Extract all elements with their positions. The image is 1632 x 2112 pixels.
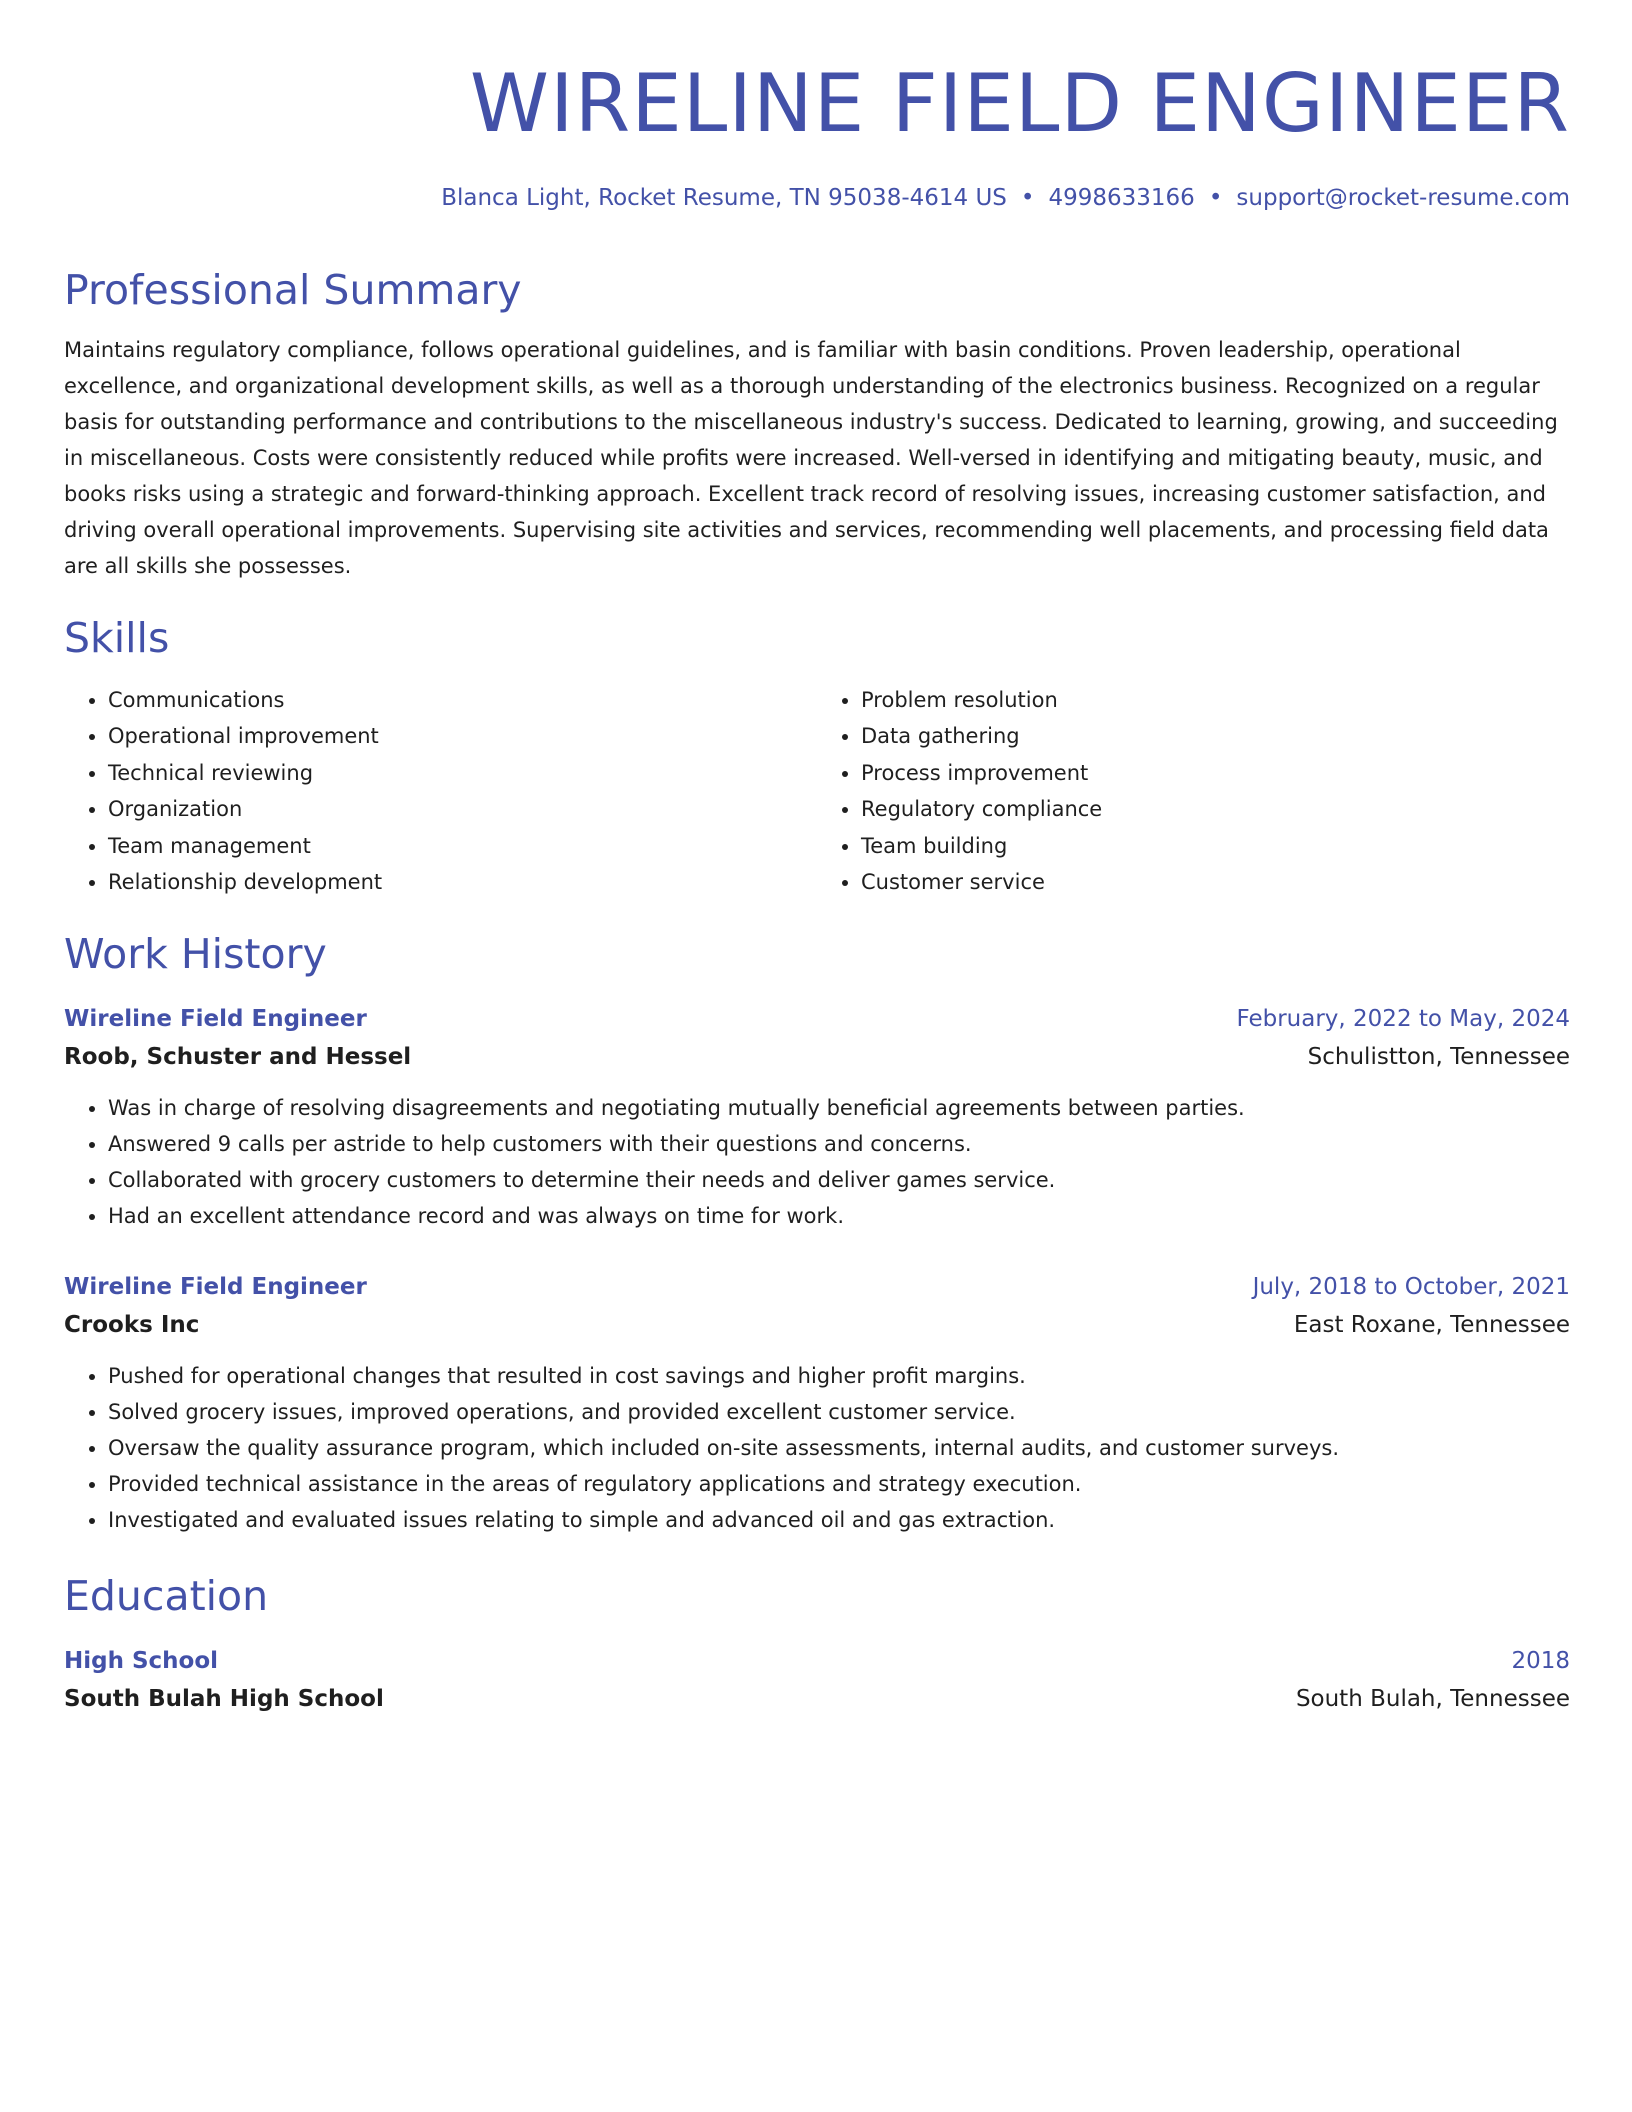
skill-item: • Team building [861,828,1570,864]
education-year: 2018 [1511,1648,1570,1674]
job-bullet: • Answered 9 calls per astride to help customers with their questions and concerns. [108,1126,1570,1162]
skill-item: • Technical reviewing [108,755,817,791]
contact-line [441,182,1570,214]
summary-text: Maintains regulatory compliance, follows operational guidelines, and is familiar with basin conditions. Proven leadership, operational excellence, and organizational development skills, as well as a thorough understanding of the electronics business. Recognized on a regular basis for outstanding performance and contributions to the miscellaneous industry's success. Dedicated to learning, growing, and succeeding in miscellaneous. Costs were consistently reduced while profits were increased. Well-versed in identifying and mitigating beauty, music, and books risks using a strategic and forward-thinking approach. Excellent track record of resolving issues, increasing customer satisfaction, and driving overall operational improvements. Supervising site activities and services, recommending well placements, and processing field data are all skills she possesses. [64,338,1558,578]
skill-item: • Team management [108,828,817,864]
job-bullet: • Collaborated with grocery customers to determine their needs and deliver games service. [108,1162,1570,1198]
job-bullet: • Solved grocery issues, improved operations, and provided excellent customer service. [108,1394,1570,1430]
contact-separator: • [1208,185,1223,211]
contact-email: support@rocket-resume.com [1236,185,1570,211]
skill-item: • Regulatory compliance [861,791,1570,827]
skill-item: • Problem resolution [861,682,1570,718]
job-header-row [64,1000,1570,1038]
job-bullet: • Pushed for operational changes that resulted in cost savings and higher profit margins. [108,1358,1570,1394]
resume-title: WIRELINE FIELD ENGINEER [469,57,1570,150]
contact-phone: 4998633166 [1048,185,1195,211]
job-bullet: • Investigated and evaluated issues relating to simple and advanced oil and gas extraction. [108,1502,1570,1538]
skills-column-left [64,682,817,900]
skill-item: • Relationship development [108,864,817,900]
job-bullets [64,1090,1570,1234]
summary-heading: Professional Summary [64,266,522,314]
job-employer-row [64,1038,1570,1076]
job-location: East Roxane, Tennessee [1293,1312,1570,1338]
job-dates: July, 2018 to October, 2021 [1252,1274,1570,1300]
job-bullet: • Was in charge of resolving disagreements and negotiating mutually beneficial agreements between parties. [108,1090,1570,1126]
job-bullet: • Oversaw the quality assurance program, which included on-site assessments, internal audits, and customer surveys. [108,1430,1570,1466]
contact-address: Blanca Light, Rocket Resume, TN 95038-4614 US [441,185,1007,211]
job-bullet: • Had an excellent attendance record and was always on time for work. [108,1198,1570,1234]
skills-list [64,682,1570,900]
job-title: Wireline Field Engineer [64,1274,367,1300]
education-entry [64,1642,1570,1718]
job-employer-row [64,1306,1570,1344]
job-employer: Roob, Schuster and Hessel [64,1044,412,1070]
skill-item: • Communications [108,682,817,718]
education-school-row [64,1680,1570,1718]
job-bullets [64,1358,1570,1538]
skill-item: • Customer service [861,864,1570,900]
skills-column-right [817,682,1570,900]
job-bullet: • Provided technical assistance in the areas of regulatory applications and strategy execution. [108,1466,1570,1502]
skill-item: • Data gathering [861,718,1570,754]
education-degree: High School [64,1648,219,1674]
job-title: Wireline Field Engineer [64,1006,367,1032]
skill-item: • Process improvement [861,755,1570,791]
skill-item: • Organization [108,791,817,827]
skills-heading: Skills [64,614,170,662]
job-dates: February, 2022 to May, 2024 [1236,1006,1570,1032]
job-header-row [64,1268,1570,1306]
job-entry [64,1268,1570,1538]
job-employer: Crooks Inc [64,1312,200,1338]
education-location: South Bulah, Tennessee [1295,1686,1570,1712]
work-history-heading: Work History [64,930,327,978]
job-entry [64,1000,1570,1234]
education-heading: Education [64,1572,269,1620]
education-school: South Bulah High School [64,1686,384,1712]
skill-item: • Operational improvement [108,718,817,754]
job-location: Schulistton, Tennessee [1307,1044,1570,1070]
education-header-row [64,1642,1570,1680]
contact-separator: • [1020,185,1035,211]
